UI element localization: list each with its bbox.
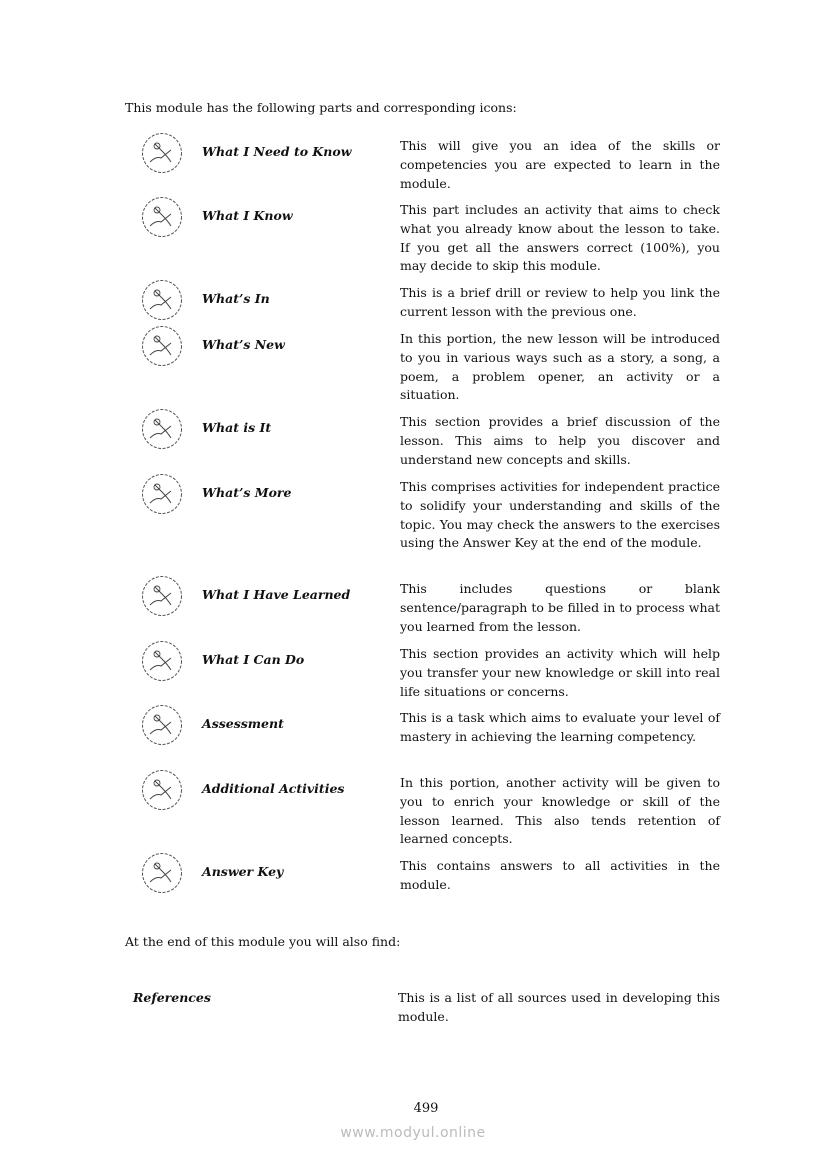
references-desc: This is a list of all sources used in developing this module.: [398, 990, 720, 1024]
references-label: References: [133, 990, 211, 1005]
part-description: This section provides a brief discussion of the lesson. This aims to help you discover and understand new concepts and skills.: [400, 414, 720, 467]
watermark: www.modyul.online: [340, 1125, 486, 1141]
gears-hand-icon: [141, 769, 183, 811]
part-label: What is It: [202, 420, 272, 435]
part-label: Additional Activities: [202, 781, 345, 796]
key-hand-icon: [141, 852, 183, 894]
intro-text: This module has the following parts and corresponding icons:: [125, 100, 517, 115]
part-description: In this portion, another activity will be given to you to enrich your knowledge or skill of the lesson learned. This also tends retention of learned concepts.: [400, 775, 720, 847]
part-label: Answer Key: [202, 864, 284, 879]
part-label: What’s In: [202, 291, 270, 306]
hand-writing-icon: [141, 704, 183, 746]
hand-leaf-icon: [141, 325, 183, 367]
end-text: At the end of this module you will also find:: [125, 934, 401, 949]
part-description: This is a brief drill or review to help you link the current lesson with the previous one.: [400, 285, 720, 319]
part-description: In this portion, the new lesson will be introduced to you in various ways such as a story, a song, a poem, a problem opener, an activity or a situation.: [400, 331, 720, 403]
lightbulb-hand-icon: [141, 575, 183, 617]
part-description: This comprises activities for independent practice to solidify your understanding and skills of the topic. You may check the answers to the exercises using the Answer Key at the end of the module.: [400, 479, 720, 551]
part-description: This section provides an activity which will help you transfer your new knowledge or skill into real life situations or concerns.: [400, 646, 720, 699]
part-description: This includes questions or blank sentence/paragraph to be filled in to process what you learned from the lesson.: [400, 581, 720, 634]
part-label: What’s More: [202, 485, 292, 500]
part-description: This is a task which aims to evaluate your level of mastery in achieving the learning competency.: [400, 710, 720, 744]
part-label: Assessment: [202, 716, 284, 731]
part-label: What I Need to Know: [202, 144, 352, 159]
part-description: This will give you an idea of the skills or competencies you are expected to learn in the module.: [400, 138, 720, 191]
part-label: What’s New: [202, 337, 285, 352]
part-description: This part includes an activity that aims to check what you already know about the lesson to take. If you get all the answers correct (100%), you may decide to skip this module.: [400, 202, 720, 274]
part-label: What I Have Learned: [202, 587, 351, 602]
magnifier-icon: [141, 408, 183, 450]
part-label: What I Can Do: [202, 652, 305, 667]
hand-pencil-icon: [141, 196, 183, 238]
hand-review-icon: [141, 279, 183, 321]
hand-flower-icon: [141, 640, 183, 682]
part-label: What I Know: [202, 208, 293, 223]
hand-pointing-icon: [141, 132, 183, 174]
page-number: 499: [413, 1101, 439, 1116]
hand-plant-icon: [141, 473, 183, 515]
part-description: This contains answers to all activities in the module.: [400, 858, 720, 892]
